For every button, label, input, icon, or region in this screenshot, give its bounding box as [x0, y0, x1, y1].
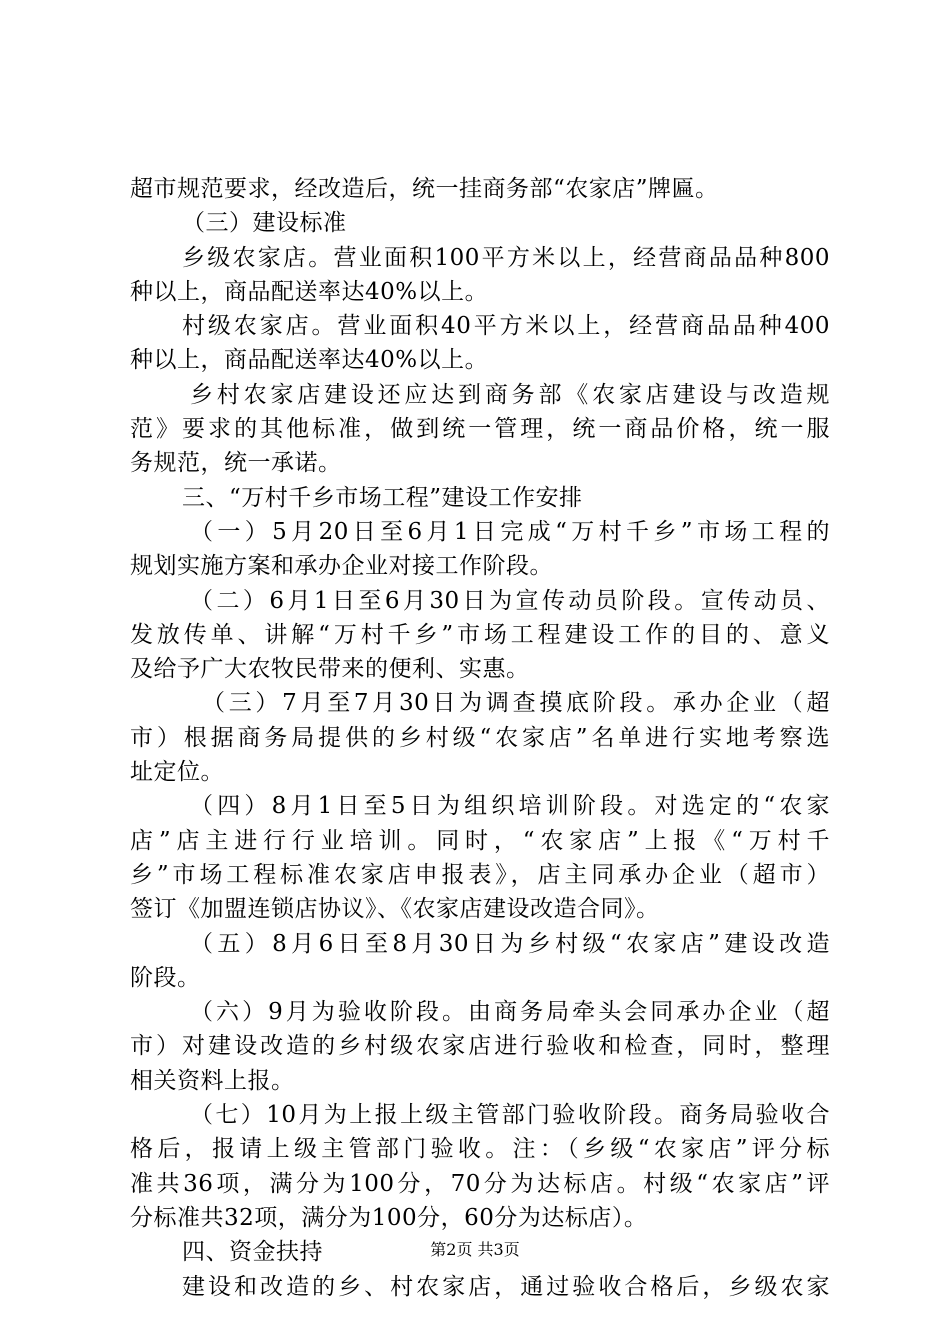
document-body — [130, 172, 830, 1304]
text-line: （四）8月1日至5日为组织培训阶段。对选定的“农家 — [190, 793, 830, 820]
text-line: 相关资料上报。 — [130, 1067, 295, 1094]
text-line: 建设和改造的乡、村农家店，通过验收合格后，乡级农家 — [182, 1273, 830, 1300]
text-line: 发放传单、讲解“万村千乡”市场工程建设工作的目的、意义 — [130, 621, 830, 648]
text-line: （三）建设标准 — [182, 210, 347, 237]
text-line: （六）9月为验收阶段。由商务局牵头会同承办企业（超 — [190, 999, 830, 1026]
text-line: 种以上，商品配送率达40%以上。 — [130, 347, 489, 374]
text-line: 村级农家店。营业面积40平方米以上，经营商品品种400 — [182, 313, 830, 340]
text-line: 店”店主进行行业培训。同时，“农家店”上报《“万村千 — [130, 827, 830, 854]
text-line: 阶段。 — [130, 964, 201, 991]
text-line: 范》要求的其他标准，做到统一管理，统一商品价格，统一服 — [130, 416, 830, 443]
text-line: 乡级农家店。营业面积100平方米以上，经营商品品种800 — [182, 244, 830, 271]
text-line: （五）8月6日至8月30日为乡村级“农家店”建设改造 — [190, 930, 830, 957]
text-line: 务规范，统一承诺。 — [130, 450, 342, 477]
text-line: 市）根据商务局提供的乡村级“农家店”名单进行实地考察选 — [130, 724, 830, 751]
text-line: 规划实施方案和承办企业对接工作阶段。 — [130, 553, 553, 580]
text-line: 址定位。 — [130, 759, 224, 786]
page-footer: 第2页 共3页 — [430, 1240, 520, 1259]
text-line: （三）7月至7月30日为调查摸底阶段。承办企业（超 — [202, 690, 830, 717]
text-line: 乡”市场工程标准农家店申报表》，店主同承办企业（超市） — [130, 861, 830, 888]
text-line: 超市规范要求，经改造后，统一挂商务部“农家店”牌匾。 — [130, 176, 719, 202]
text-line: 分标准共32项，满分为100分，60分为达标店）。 — [130, 1204, 648, 1231]
text-line: 格后，报请上级主管部门验收。注：（乡级“农家店”评分标 — [130, 1136, 830, 1163]
text-line: （七）10月为上报上级主管部门验收阶段。商务局验收合 — [190, 1102, 830, 1129]
text-line: 四、资金扶持 — [182, 1239, 323, 1266]
text-line: 准共36项，满分为100分，70分为达标店。村级“农家店”评 — [130, 1170, 830, 1197]
text-line: 市）对建设改造的乡村级农家店进行验收和检查，同时，整理 — [130, 1033, 830, 1060]
text-line: 及给予广大农牧民带来的便利、实惠。 — [130, 656, 530, 683]
text-line: 乡村农家店建设还应达到商务部《农家店建设与改造规 — [190, 381, 830, 408]
text-line: 三、“万村千乡市场工程”建设工作安排 — [182, 484, 583, 511]
text-line: （二）6月1日至6月30日为宣传动员阶段。宣传动员、 — [190, 587, 830, 614]
text-line: 签订《加盟连锁店协议》、《农家店建设改造合同》。 — [130, 896, 660, 923]
text-line: （一）5月20日至6月1日完成“万村千乡”市场工程的 — [190, 518, 830, 545]
text-line: 种以上，商品配送率达40%以上。 — [130, 278, 489, 305]
